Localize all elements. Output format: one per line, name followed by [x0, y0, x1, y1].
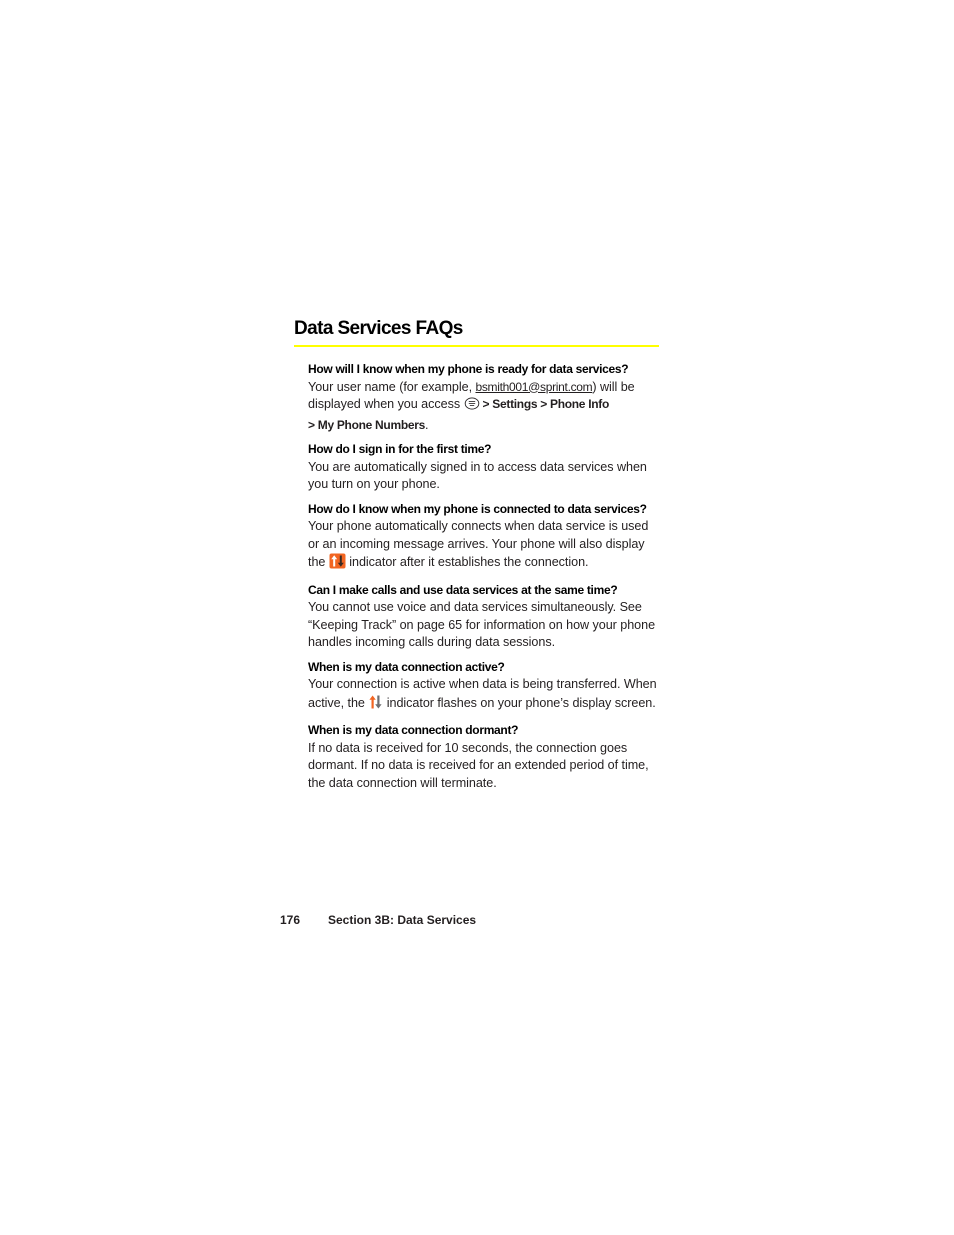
faq-item	[308, 722, 660, 792]
faq-answer	[308, 518, 660, 575]
page-footer	[280, 912, 476, 929]
faq-answer	[308, 379, 660, 435]
faq-answer: You are automatically signed in to access data services when you turn on your phone.	[308, 459, 647, 491]
faq-answer	[308, 676, 660, 715]
faq-question: How do I know when my phone is connected to data services?	[308, 501, 647, 516]
answer-text: ) will be displayed when you access	[308, 379, 635, 411]
example-email-link[interactable]: bsmith001@sprint.com	[475, 379, 593, 394]
answer-text: Your user name (for example,	[308, 379, 476, 394]
faq-question: When is my data connection active?	[308, 659, 505, 674]
answer-text: Your connection is active when data is being transferred. When active, the	[308, 677, 657, 710]
faq-item	[308, 659, 660, 716]
section-title: Section 3B: Data Services	[328, 913, 477, 927]
faq-item	[308, 441, 660, 494]
faq-question: How do I sign in for the first time?	[308, 442, 492, 456]
faq-answer: You cannot use voice and data services simultaneously. See “Keeping Track” on page 65 for information on how your phone handles incoming calls during data sessions.	[308, 600, 656, 649]
page-number: 176	[280, 913, 301, 927]
faq-item	[308, 361, 660, 434]
faq-question: How will I know when my phone is ready for data services?	[308, 362, 629, 376]
answer-text: .	[424, 417, 429, 432]
faq-list	[308, 361, 660, 799]
data-connection-icon	[329, 553, 346, 575]
faq-answer: If no data is received for 10 seconds, the connection goes dormant. If no data is received for an extended period of time, the data connection will terminate.	[308, 740, 649, 790]
answer-text: indicator after it establishes the connection.	[345, 555, 589, 569]
page-title: Data Services FAQs	[294, 318, 463, 339]
menu-key-icon	[464, 397, 480, 417]
title-divider	[294, 345, 659, 347]
answer-text: indicator flashes on your phone’s display screen.	[383, 695, 656, 710]
faq-item	[308, 582, 660, 652]
faq-question: When is my data connection dormant?	[308, 723, 519, 737]
faq-question: Can I make calls and use data services at the same time?	[308, 582, 618, 597]
answer-text: Your phone automatically connects when data service is used or an incoming message arrives. Your phone will also display the	[308, 519, 649, 569]
faq-item	[308, 501, 660, 575]
data-connection-icon	[368, 694, 383, 716]
menu-path-phone-numbers: > My Phone Numbers	[308, 417, 425, 432]
menu-path-settings: > Settings > Phone Info	[479, 397, 609, 411]
